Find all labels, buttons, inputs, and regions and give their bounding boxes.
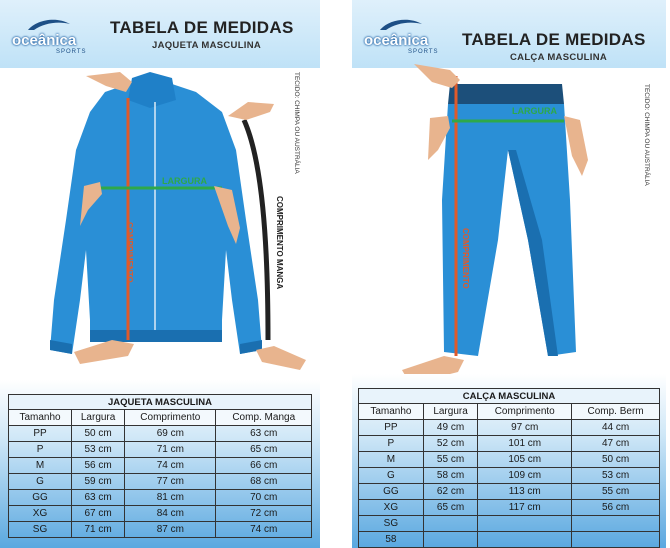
table-cell: 105 cm (478, 452, 572, 468)
header-size: Tamanho (9, 410, 72, 426)
page-subtitle: CALÇA MASCULINA (510, 52, 608, 63)
pants-table-area (352, 374, 666, 548)
header-sleeve: Comp. Manga (216, 410, 312, 426)
table-cell: 63 cm (216, 426, 312, 442)
table-cell (423, 532, 478, 548)
length-label: COMPRIMENTO (125, 222, 134, 283)
pants-waistband (448, 84, 564, 104)
table-row (359, 500, 660, 516)
table-cell: 44 cm (572, 420, 660, 436)
table-cell: 53 cm (572, 468, 660, 484)
table-row (9, 522, 312, 538)
table-row (359, 420, 660, 436)
pants-table-body (359, 420, 660, 548)
table-row (359, 452, 660, 468)
sleeve-label: COMPRIMENTO MANGA (275, 196, 284, 290)
table-cell (478, 516, 572, 532)
fabric-note: TECIDO: CHIMPA OU AUSTRÁLIA (293, 72, 300, 174)
table-row (359, 468, 660, 484)
table-cell: 81 cm (125, 490, 216, 506)
table-cell: 101 cm (478, 436, 572, 452)
table-caption: CALÇA MASCULINA (359, 389, 660, 404)
table-cell: 65 cm (423, 500, 478, 516)
table-cell: 71 cm (125, 442, 216, 458)
jacket-table-body (9, 426, 312, 538)
table-cell: P (359, 436, 424, 452)
brand-subtitle: SPORTS (56, 49, 87, 55)
jacket-size-table (8, 394, 312, 538)
table-cell: 52 cm (423, 436, 478, 452)
table-cell: 59 cm (72, 474, 125, 490)
table-row (359, 516, 660, 532)
brand-name: oceânica (364, 32, 429, 49)
table-cell: 58 (359, 532, 424, 548)
table-cell (572, 516, 660, 532)
table-cell: GG (9, 490, 72, 506)
table-cell: SG (359, 516, 424, 532)
pants-size-chart (352, 0, 666, 548)
table-cell: 47 cm (572, 436, 660, 452)
table-cell: 67 cm (72, 506, 125, 522)
table-cell: 71 cm (72, 522, 125, 538)
header-width: Largura (423, 404, 478, 420)
table-cell: 58 cm (423, 468, 478, 484)
hand-top-icon (414, 64, 460, 88)
table-cell: 74 cm (216, 522, 312, 538)
jacket-table-area (0, 380, 320, 548)
table-caption: JAQUETA MASCULINA (9, 395, 312, 410)
table-cell: 72 cm (216, 506, 312, 522)
table-row (359, 484, 660, 500)
table-row (359, 436, 660, 452)
table-cell (572, 532, 660, 548)
page-title: TABELA DE MEDIDAS (462, 30, 646, 49)
table-row (9, 506, 312, 522)
page-subtitle: JAQUETA MASCULINA (152, 40, 262, 51)
table-cell: XG (9, 506, 72, 522)
table-cell: PP (359, 420, 424, 436)
table-cell: 65 cm (216, 442, 312, 458)
hand-shoulder-icon (228, 102, 274, 120)
hand-bottom-icon (74, 340, 134, 364)
table-row (9, 490, 312, 506)
table-row (9, 442, 312, 458)
jacket-hem (90, 330, 222, 342)
table-row (9, 426, 312, 442)
table-cell: 56 cm (72, 458, 125, 474)
table-cell: 66 cm (216, 458, 312, 474)
table-cell: M (359, 452, 424, 468)
page-title: TABELA DE MEDIDAS (110, 18, 294, 37)
table-cell: 68 cm (216, 474, 312, 490)
width-label: LARGURA (162, 176, 207, 186)
table-row (359, 532, 660, 548)
header-size: Tamanho (359, 404, 424, 420)
table-cell: 77 cm (125, 474, 216, 490)
header-shorts-length: Comp. Berm (572, 404, 660, 420)
table-cell: 49 cm (423, 420, 478, 436)
table-row (9, 458, 312, 474)
table-cell (423, 516, 478, 532)
table-cell: M (9, 458, 72, 474)
table-cell: 53 cm (72, 442, 125, 458)
table-cell: 87 cm (125, 522, 216, 538)
table-cell: 109 cm (478, 468, 572, 484)
table-cell: G (9, 474, 72, 490)
pants-size-table (358, 388, 660, 548)
header-width: Largura (72, 410, 125, 426)
brand-subtitle: SPORTS (408, 49, 439, 55)
brand-name: oceânica (12, 32, 77, 49)
table-cell: 63 cm (72, 490, 125, 506)
width-label: LARGURA (512, 106, 557, 116)
table-cell (478, 532, 572, 548)
jacket-size-chart (0, 0, 320, 548)
header-length: Comprimento (125, 410, 216, 426)
table-cell: 50 cm (572, 452, 660, 468)
table-cell: 56 cm (572, 500, 660, 516)
table-cell: 113 cm (478, 484, 572, 500)
hand-top-icon (86, 72, 132, 92)
table-cell: P (9, 442, 72, 458)
table-cell: 84 cm (125, 506, 216, 522)
table-cell: 50 cm (72, 426, 125, 442)
table-cell: 97 cm (478, 420, 572, 436)
header-length: Comprimento (478, 404, 572, 420)
length-label: COMPRIMENTO (461, 228, 470, 289)
table-cell: 69 cm (125, 426, 216, 442)
fabric-note: TECIDO: CHIMPA OU AUSTRÁLIA (643, 84, 650, 186)
table-cell: 74 cm (125, 458, 216, 474)
table-cell: 55 cm (423, 452, 478, 468)
table-cell: 117 cm (478, 500, 572, 516)
table-cell: XG (359, 500, 424, 516)
table-row (9, 474, 312, 490)
table-cell: SG (9, 522, 72, 538)
table-cell: PP (9, 426, 72, 442)
table-cell: 55 cm (572, 484, 660, 500)
table-cell: 70 cm (216, 490, 312, 506)
table-cell: G (359, 468, 424, 484)
table-cell: GG (359, 484, 424, 500)
table-cell: 62 cm (423, 484, 478, 500)
hand-sleeve-end-icon (256, 346, 306, 370)
